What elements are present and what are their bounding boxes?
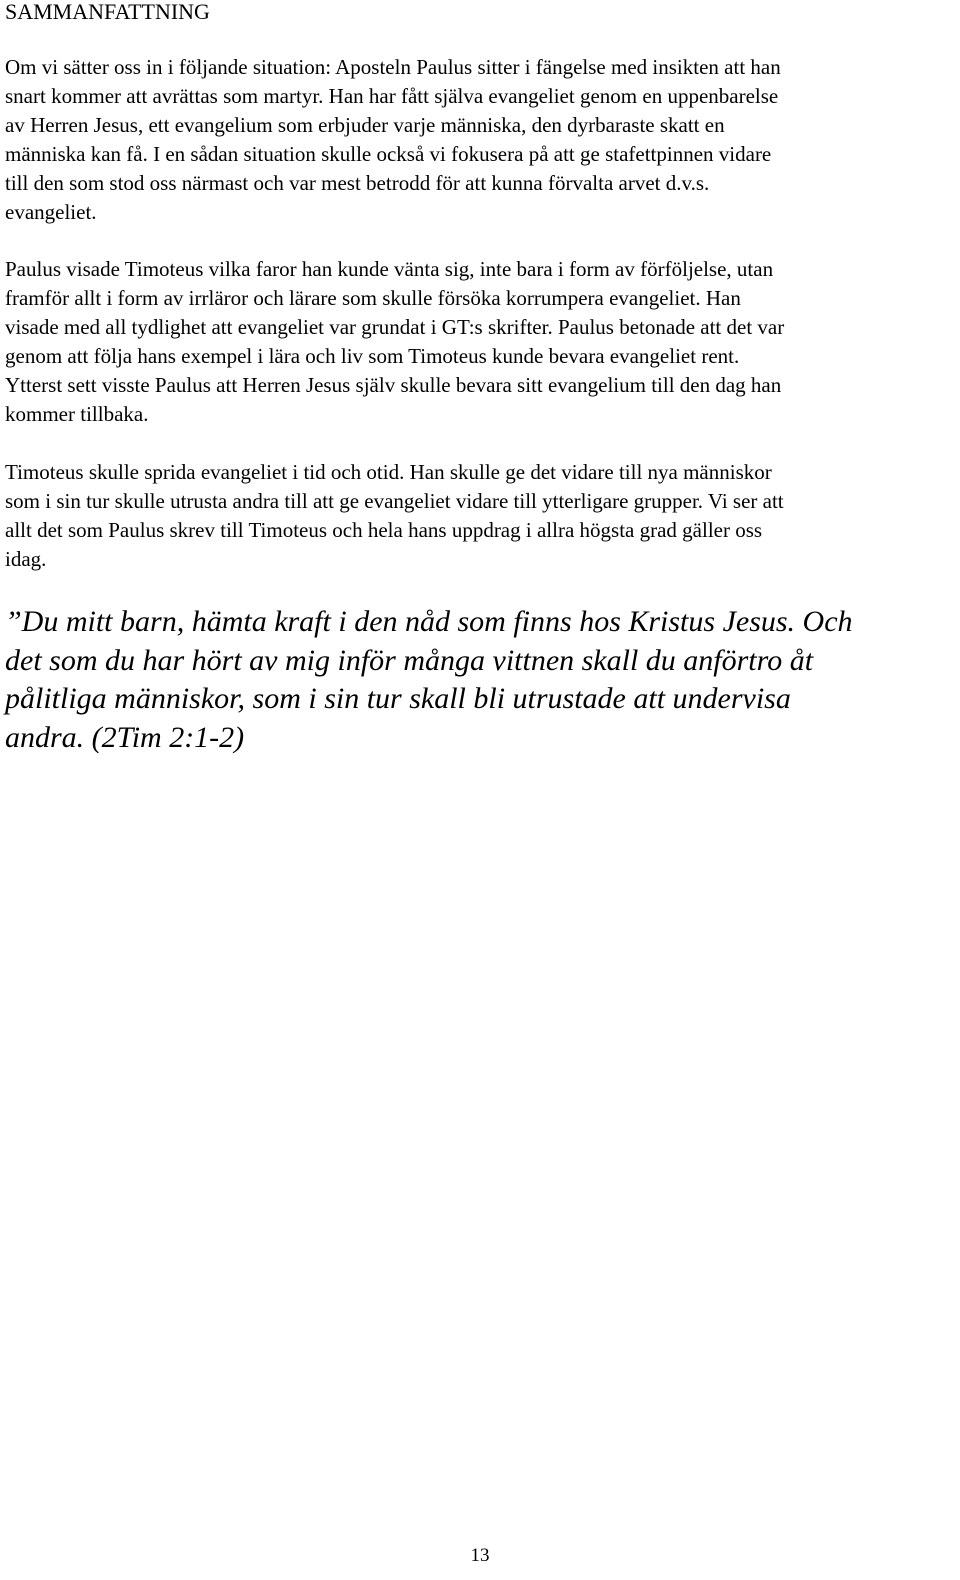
quote-line: ”Du mitt barn, hämta kraft i den nåd som finns hos Kristus Jesus. Och [5, 605, 853, 638]
text-line: evangeliet. [5, 200, 97, 224]
text-line: Timoteus skulle sprida evangeliet i tid och otid. Han skulle ge det vidare till nya människor [5, 460, 772, 484]
text-line: allt det som Paulus skrev till Timoteus och hela hans uppdrag i allra högsta grad gäller oss [5, 518, 763, 542]
quote-line: pålitliga människor, som i sin tur skall bli utrustade att undervisa [5, 682, 791, 715]
page-number: 13 [470, 1545, 490, 1566]
text-line: som i sin tur skulle utrusta andra till att ge evangeliet vidare till ytterligare grupper. Vi ser att [5, 489, 784, 513]
paragraph-3 [5, 458, 950, 574]
text-line: snart kommer att avrättas som martyr. Han har fått själva evangeliet genom en uppenbarelse [5, 84, 779, 108]
quote-line: det som du har hört av mig inför många vittnen skall du anförtro åt [5, 643, 814, 677]
text-line: människa kan få. I en sådan situation skulle också vi fokusera på att ge stafettpinnen vidare [5, 142, 772, 166]
text-line: kommer tillbaka. [5, 402, 149, 426]
text-line: idag. [5, 547, 47, 571]
text-line: Ytterst sett visste Paulus att Herren Jesus själv skulle bevara sitt evangelium till den dag han [5, 373, 782, 397]
text-line: Om vi sätter oss in i följande situation: Aposteln Paulus sitter i fängelse med insikten att han [5, 55, 781, 79]
text-line: visade med all tydlighet att evangeliet var grundat i GT:s skrifter. Paulus betonade att det var [5, 315, 785, 339]
text-line: framför allt i form av irrläror och lärare som skulle försöka korrumpera evangeliet. Han [5, 286, 741, 310]
quote-line: andra. (2Tim 2:1-2) [5, 720, 245, 754]
text-line: till den som stod oss närmast och var mest betrodd för att kunna förvalta arvet d.v.s. [5, 171, 710, 195]
paragraph-2 [5, 255, 950, 429]
text-line: av Herren Jesus, ett evangelium som erbjuder varje människa, den dyrbaraste skatt en [5, 113, 725, 137]
text-line: Paulus visade Timoteus vilka faror han kunde vänta sig, inte bara i form av förföljelse, utan [5, 257, 774, 281]
bible-quote [5, 603, 955, 757]
section-heading: SAMMANFATTNING [5, 0, 210, 24]
paragraph-1 [5, 53, 950, 227]
text-line: genom att följa hans exempel i lära och liv som Timoteus kunde bevara evangeliet rent. [5, 344, 740, 368]
